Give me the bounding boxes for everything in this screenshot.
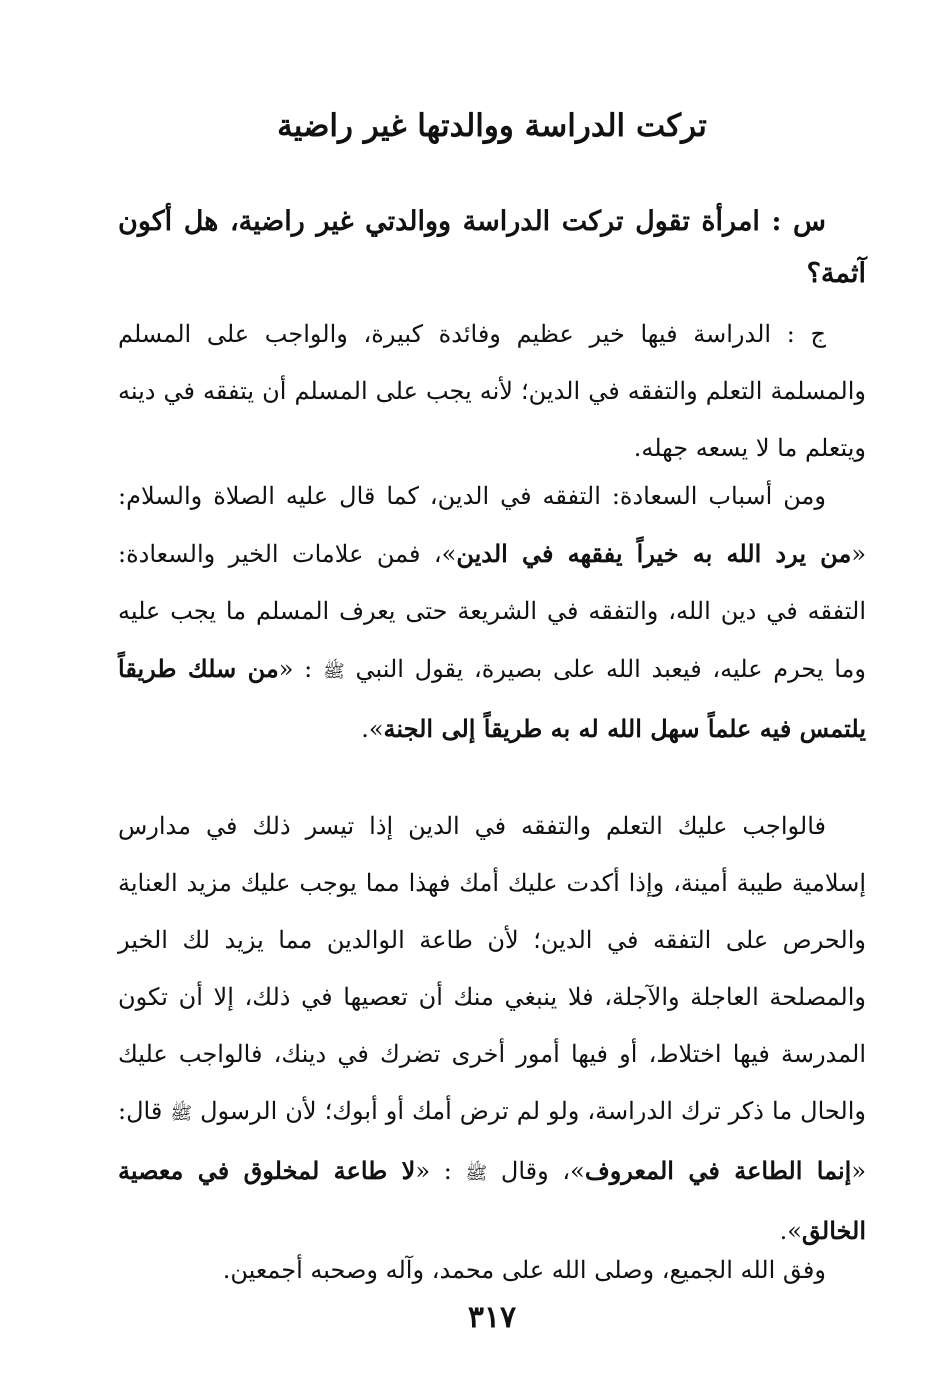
paragraph-text: فالواجب عليك التعلم والتفقه في الدين إذا تيسر ذلك في مدارس إسلامية طيبة أمينة، وإذا أكدت عليك أمك فهذا مما يوجب عليك مزيد العناية والحرص على التفقه في الدين؛ لأن طاعة الوالدين مما يزيد لك الخير والمصلحة العاجلة والآجلة، فلا ينبغي منك أن تعصيها في ذلك، إلا أن تكون المدرسة فيها اختلاط، أو فيها أمور أخرى تضرك في دينك، فالواجب عليك والحال ما ذكر ترك الدراسة، ولو لم ترض أمك أو أبوك؛ لأن الرسول <box>118 812 866 1125</box>
hadith-quote-fiqh: من يرد الله به خيراً يفقهه في الدين <box>456 539 852 568</box>
hadith-quote-creator: لا طاعة لمخلوق في معصية الخالق <box>118 1156 866 1245</box>
paragraph-text: »، فمن علامات الخير والسعادة: التفقه في دين الله، والتفقه في الشريعة حتى يعرف المسلم ما يجب عليه وما يحرم عليه، فيعبد الله على بصيرة، يقول النبي <box>118 540 867 683</box>
hadith-quote-path: من سلك طريقاً يلتمس فيه علماً سهل الله له به طريقاً إلى الجنة <box>118 654 866 743</box>
page-title: تركت الدراسة ووالدتها غير راضية <box>277 108 707 144</box>
answer-paragraph: ج : الدراسة فيها خير عظيم وفائدة كبيرة، والواجب على المسلم والمسلمة التعلم والتفقه في الدين؛ لأنه يجب على المسلم أن يتفقه في دينه ويتعلم ما لا يسعه جهله. <box>118 320 866 462</box>
paragraph-text: قال: « <box>118 1097 867 1185</box>
paragraph-text: ». <box>361 715 384 743</box>
paragraph-text: ». <box>779 1217 802 1245</box>
paragraph-text: : « <box>415 1157 466 1185</box>
document-page <box>118 0 866 1382</box>
hadith-quote-obedience: إنما الطاعة في المعروف <box>584 1156 852 1185</box>
pbuh-glyph: ﷺ <box>465 1163 488 1184</box>
paragraph-text: ومن أسباب السعادة: التفقه في الدين، كما قال عليه الصلاة والسلام: « <box>118 482 866 568</box>
obligation-paragraph <box>118 798 866 1260</box>
closing-paragraph: وفق الله الجميع، وصلى الله على محمد، وآله وصحبه أجمعين. <box>222 1256 826 1284</box>
paragraph-text: »، وقال <box>487 1157 585 1185</box>
question-text: س : امرأة تقول تركت الدراسة ووالدتي غير راضية، هل أكون آثمة؟ <box>118 206 866 289</box>
paragraph-text: : « <box>278 655 323 683</box>
pbuh-glyph: ﷺ <box>323 661 345 682</box>
page-number: ٣١٧ <box>467 1300 517 1335</box>
happiness-paragraph <box>118 468 866 758</box>
pbuh-glyph: ﷺ <box>170 1103 193 1124</box>
